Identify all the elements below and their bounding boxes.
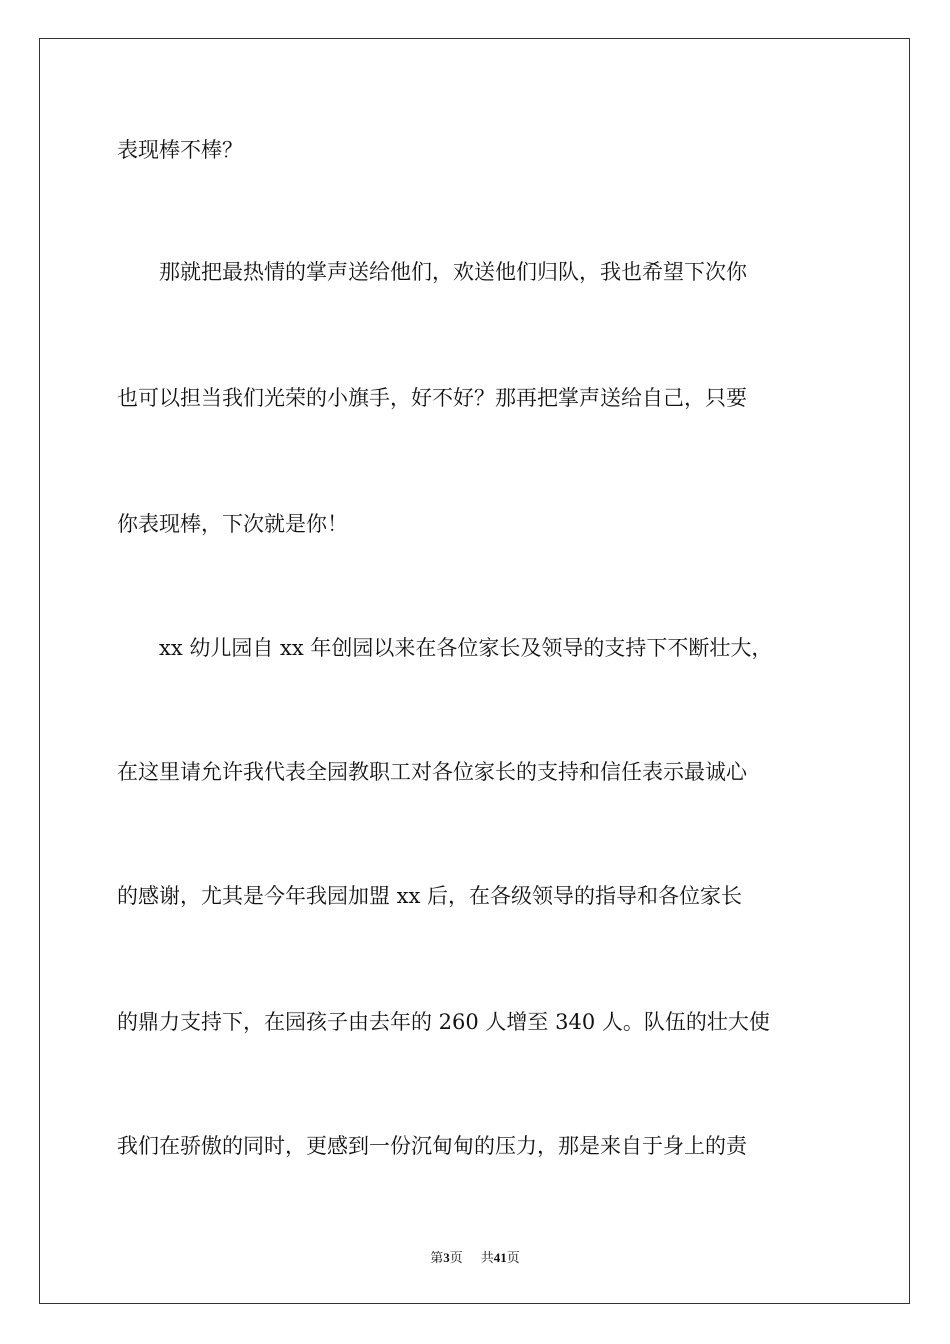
footer-total-pages: 41 [493,1250,507,1265]
text-line-2: 那就把最热情的掌声送给他们，欢送他们归队，我也希望下次你 [117,260,747,284]
text-line-1: 表现棒不棒？ [117,138,243,162]
footer-page-suffix: 页 [449,1251,463,1266]
page-frame [39,38,910,1304]
footer-page-prefix: 第 [430,1251,444,1266]
text-line-9: 我们在骄傲的同时，更感到一份沉甸甸的压力，那是来自于身上的责 [117,1134,747,1158]
page-footer [0,1247,950,1266]
text-line-6: 在这里请允许我代表全园教职工对各位家长的支持和信任表示最诚心 [117,760,747,784]
text-line-8: 的鼎力支持下，在园孩子由去年的 260 人增至 340 人。队伍的壮大使 [117,1010,770,1034]
footer-total-prefix: 共 [480,1251,494,1266]
footer-page-number: 3 [443,1250,450,1265]
text-line-5: xx 幼儿园自 xx 年创园以来在各位家长及领导的支持下不断壮大， [117,636,773,660]
text-line-4: 你表现棒，下次就是你！ [117,512,348,536]
text-line-3: 也可以担当我们光荣的小旗手，好不好？那再把掌声送给自己，只要 [117,386,747,410]
footer-total-suffix: 页 [506,1251,520,1266]
text-line-7: 的感谢，尤其是今年我园加盟 xx 后，在各级领导的指导和各位家长 [117,884,743,908]
